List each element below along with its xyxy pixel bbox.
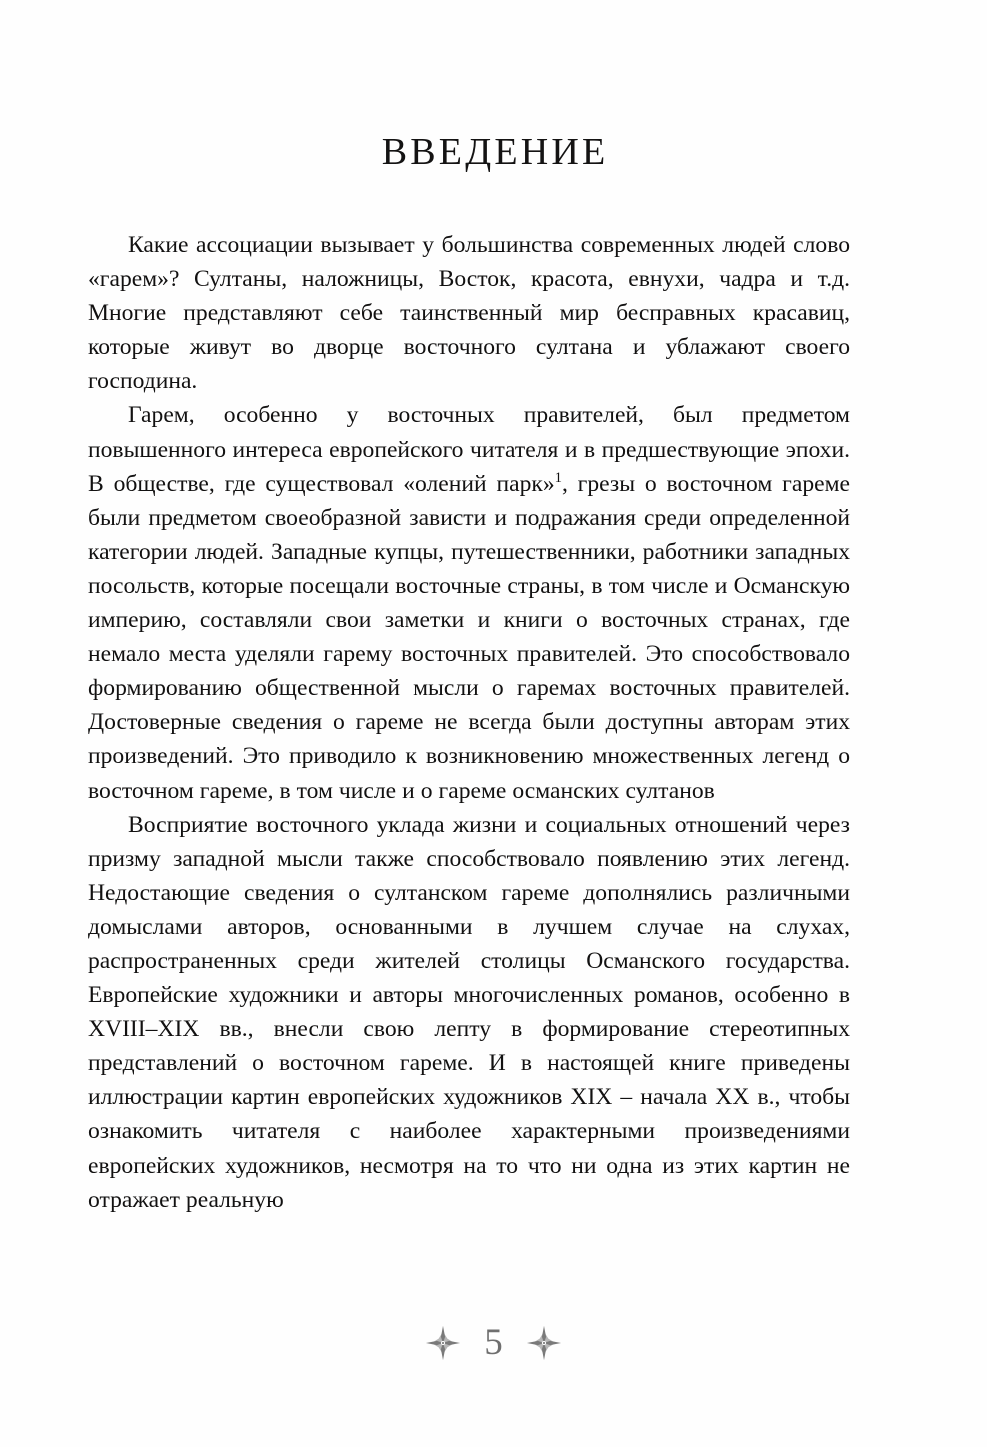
footnote-reference-marker[interactable]: 1 [554, 469, 562, 486]
page-title: ВВЕДЕНИЕ [381, 131, 609, 174]
four-pointed-star-ornament-icon [424, 1324, 462, 1362]
four-pointed-star-ornament-icon [525, 1324, 563, 1362]
paragraph-2-text-before-footnote: Гарем, особенно у восточных правителей, был предметом повышенного интереса европейского читателя и в предшествующие эпохи. В обществе, где существовал «олений парк» [88, 402, 850, 497]
body-text-column [88, 228, 850, 1217]
paragraph-1 [88, 228, 850, 398]
paragraph-3-text: Восприятие восточного уклада жизни и социальных отношений через призму западной мысли также способствовало появлению этих легенд. Недостающие сведения о султанском гареме дополнялись различными домыслами авторов, основанными в лучшем случае на слухах, распространенных среди жителей столицы Османского государства. Европейские художники и авторы многочисленных романов, особенно в XVIII–XIX вв., внесли свою лепту в формирование стереотипных представлений о восточном гареме. И в настоящей книге приведены иллюстрации картин европейских художников XIX – начала XX в., чтобы ознакомить читателя с наиболее характерными произведениями европейских художников, несмотря на то что ни одна из этих картин не отражает реальную [88, 811, 850, 1213]
page-footer [0, 1313, 987, 1373]
paragraph-2-text-after-footnote: , грезы о восточном гареме были предметом своеобразной зависти и подражания среди определенной категории людей. Западные купцы, путешественники, работники западных посольств, которые посещали восточные страны, в том числе и Османскую империю, составляли свои заметки и книги о восточных странах, где немало места уделяли гарему восточных правителей. Это способствовало формированию общественной мысли о гаремах восточных правителей. Достоверные сведения о гареме не всегда были доступны авторам этих произведений. Это приводило к возникновению множественных легенд о восточном гареме, в том числе и о гареме османских султанов [88, 470, 850, 804]
page-number: 5 [484, 1321, 503, 1363]
paragraph-2 [88, 398, 850, 807]
paragraph-1-text: Какие ассоциации вызывает у большинства современных людей слово «гарем»? Султаны, наложницы, Восток, красота, евнухи, чадра и т.д. Многие представляют себе таинственный мир бесправных красавиц, которые живут во дворце восточного султана и ублажают своего господина. [88, 232, 850, 395]
paragraph-3 [88, 808, 850, 1217]
